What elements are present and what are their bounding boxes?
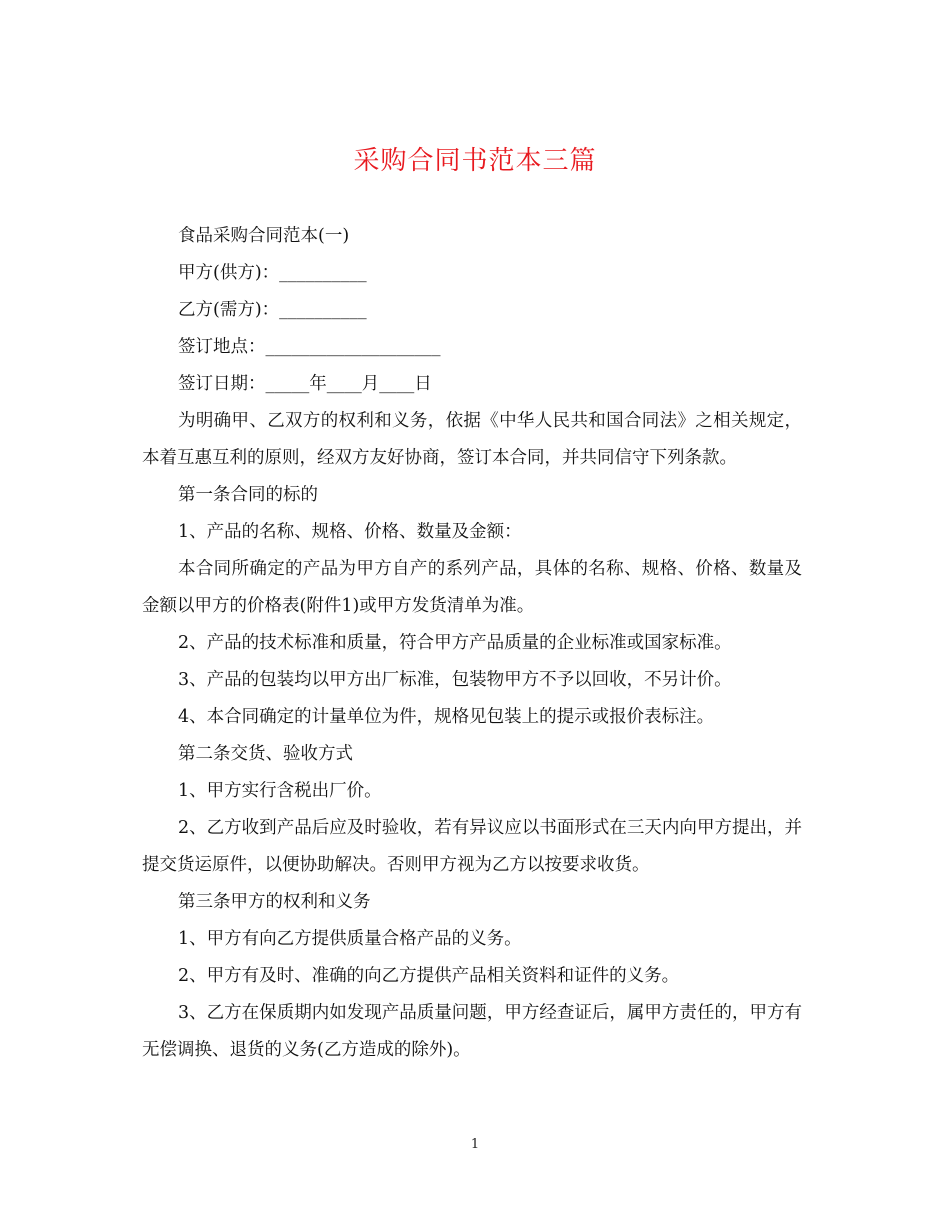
paragraph-article-1-heading: 第一条合同的标的 [178,485,318,505]
paragraph-preamble: 为明确甲、乙双方的权利和义务，依据《中华人民共和国合同法》之相关规定，本着互惠互利的原则，经双方友好协商，签订本合同，并共同信守下列条款。 [142,411,802,468]
paragraph-section-title: 食品采购合同范本(一) [178,226,350,246]
paragraph-item: 3、乙方在保质期内如发现产品质量问题，甲方经查证后，属甲方责任的，甲方有无偿调换、退货的义务(乙方造成的除外)。 [142,1003,802,1060]
paragraph-sign-date: 签订日期：_____年____月____日 [178,374,432,394]
paragraph-sign-place: 签订地点：____________________ [178,337,441,357]
page-number: 1 [470,1137,480,1152]
paragraph-item: 3、产品的包装均以甲方出厂标准，包装物甲方不予以回收，不另计价。 [178,670,732,690]
paragraph-article-3-heading: 第三条甲方的权利和义务 [178,892,371,912]
paragraph-item: 1、甲方实行含税出厂价。 [178,781,382,801]
paragraph-item: 本合同所确定的产品为甲方自产的系列产品，具体的名称、规格、价格、数量及金额以甲方的价格表(附件1)或甲方发货清单为准。 [142,559,802,616]
document-title: 采购合同书范本三篇 [353,146,597,176]
paragraph-party-b: 乙方(需方)：__________ [178,300,367,320]
paragraph-item: 1、产品的名称、规格、价格、数量及金额： [178,522,522,542]
paragraph-item: 2、乙方收到产品后应及时验收，若有异议应以书面形式在三天内向甲方提出，并提交货运原件，以便协助解决。否则甲方视为乙方以按要求收货。 [142,818,802,875]
paragraph-item: 2、产品的技术标准和质量，符合甲方产品质量的企业标准或国家标准。 [178,633,732,653]
paragraph-item: 4、本合同确定的计量单位为件，规格见包装上的提示或报价表标注。 [178,707,715,727]
document-body [142,218,802,1069]
paragraph-party-a: 甲方(供方)：__________ [178,263,367,283]
paragraph-article-2-heading: 第二条交货、验收方式 [178,744,353,764]
paragraph-item: 2、甲方有及时、准确的向乙方提供产品相关资料和证件的义务。 [178,966,680,986]
paragraph-item: 1、甲方有向乙方提供质量合格产品的义务。 [178,929,522,949]
